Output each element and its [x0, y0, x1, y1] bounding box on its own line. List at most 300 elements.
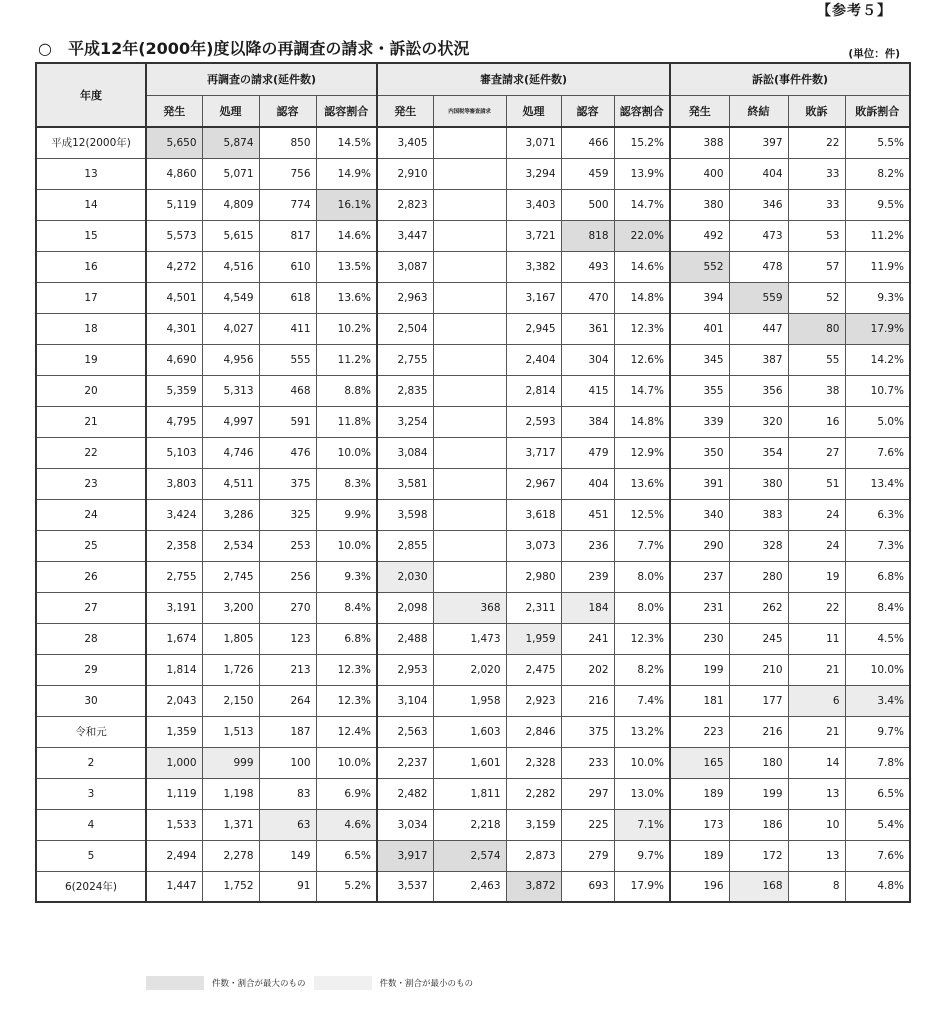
- value-cell: 2,482: [377, 778, 433, 809]
- table-row: [36, 840, 910, 871]
- value-cell: 3,618: [506, 499, 561, 530]
- value-cell: 8: [788, 871, 845, 902]
- value-cell: 2,150: [202, 685, 259, 716]
- value-cell: 4,272: [146, 251, 202, 282]
- value-cell: 24: [788, 530, 845, 561]
- value-cell: 7.6%: [845, 840, 910, 871]
- year-cell: 15: [36, 220, 146, 251]
- value-cell: 6: [788, 685, 845, 716]
- table-row: [36, 127, 910, 158]
- value-cell: 14.2%: [845, 344, 910, 375]
- table-row: [36, 251, 910, 282]
- value-cell: 3,254: [377, 406, 433, 437]
- value-cell: 13: [788, 778, 845, 809]
- value-cell: 493: [561, 251, 614, 282]
- year-cell: 16: [36, 251, 146, 282]
- value-cell: 999: [202, 747, 259, 778]
- value-cell: 2,945: [506, 313, 561, 344]
- value-cell: 63: [259, 809, 316, 840]
- value-cell: 5,615: [202, 220, 259, 251]
- value-cell: 559: [729, 282, 788, 313]
- litigation-group-header: 訴訟(事件件数): [670, 63, 910, 95]
- value-cell: 52: [788, 282, 845, 313]
- value-cell: 2,563: [377, 716, 433, 747]
- value-cell: 3,159: [506, 809, 561, 840]
- col-header: 敗訴割合: [845, 95, 910, 127]
- value-cell: 13.4%: [845, 468, 910, 499]
- value-cell: 2,358: [146, 530, 202, 561]
- value-cell: 3,294: [506, 158, 561, 189]
- value-cell: 6.3%: [845, 499, 910, 530]
- value-cell: 473: [729, 220, 788, 251]
- value-cell: 9.9%: [316, 499, 377, 530]
- value-cell: 774: [259, 189, 316, 220]
- value-cell: 401: [670, 313, 729, 344]
- value-cell: 4,501: [146, 282, 202, 313]
- value-cell: 223: [670, 716, 729, 747]
- value-cell: 245: [729, 623, 788, 654]
- value-cell: 14: [788, 747, 845, 778]
- value-cell: 2,504: [377, 313, 433, 344]
- value-cell: 149: [259, 840, 316, 871]
- value-cell: 253: [259, 530, 316, 561]
- value-cell: 12.3%: [614, 313, 670, 344]
- year-cell: 2: [36, 747, 146, 778]
- header-group-row: [36, 63, 910, 95]
- value-cell: 1,119: [146, 778, 202, 809]
- legend: [146, 976, 473, 990]
- table-row: [36, 654, 910, 685]
- value-cell: 2,237: [377, 747, 433, 778]
- value-cell: 479: [561, 437, 614, 468]
- value-cell: 3,034: [377, 809, 433, 840]
- value-cell: 3,405: [377, 127, 433, 158]
- value-cell: [433, 406, 506, 437]
- value-cell: 189: [670, 840, 729, 871]
- value-cell: 17.9%: [845, 313, 910, 344]
- value-cell: 11.2%: [316, 344, 377, 375]
- value-cell: 21: [788, 654, 845, 685]
- value-cell: 12.3%: [316, 654, 377, 685]
- value-cell: 181: [670, 685, 729, 716]
- value-cell: 11.9%: [845, 251, 910, 282]
- value-cell: 447: [729, 313, 788, 344]
- value-cell: 304: [561, 344, 614, 375]
- value-cell: 350: [670, 437, 729, 468]
- value-cell: 13.6%: [614, 468, 670, 499]
- value-cell: 11.8%: [316, 406, 377, 437]
- value-cell: 1,958: [433, 685, 506, 716]
- year-cell: 18: [36, 313, 146, 344]
- value-cell: [433, 282, 506, 313]
- legend-max-label: 件数・割合が最大のもの: [212, 979, 306, 989]
- legend-max-swatch: [146, 976, 204, 990]
- value-cell: 380: [729, 468, 788, 499]
- value-cell: 1,752: [202, 871, 259, 902]
- value-cell: 12.6%: [614, 344, 670, 375]
- reference-tag: 【参考５】: [817, 3, 892, 19]
- value-cell: [433, 468, 506, 499]
- value-cell: 57: [788, 251, 845, 282]
- value-cell: 2,488: [377, 623, 433, 654]
- value-cell: 5.0%: [845, 406, 910, 437]
- value-cell: 2,574: [433, 840, 506, 871]
- value-cell: 7.6%: [845, 437, 910, 468]
- value-cell: 199: [729, 778, 788, 809]
- value-cell: 6.5%: [845, 778, 910, 809]
- value-cell: 2,463: [433, 871, 506, 902]
- value-cell: 7.8%: [845, 747, 910, 778]
- value-cell: 14.7%: [614, 375, 670, 406]
- value-cell: 230: [670, 623, 729, 654]
- value-cell: 10.0%: [316, 747, 377, 778]
- value-cell: 202: [561, 654, 614, 685]
- value-cell: 5,071: [202, 158, 259, 189]
- value-cell: 818: [561, 220, 614, 251]
- value-cell: 404: [561, 468, 614, 499]
- value-cell: 7.4%: [614, 685, 670, 716]
- value-cell: 177: [729, 685, 788, 716]
- value-cell: 3,403: [506, 189, 561, 220]
- value-cell: 478: [729, 251, 788, 282]
- value-cell: 3,286: [202, 499, 259, 530]
- value-cell: 165: [670, 747, 729, 778]
- value-cell: 3,084: [377, 437, 433, 468]
- value-cell: 339: [670, 406, 729, 437]
- value-cell: 33: [788, 189, 845, 220]
- value-cell: 610: [259, 251, 316, 282]
- value-cell: 225: [561, 809, 614, 840]
- year-cell: 19: [36, 344, 146, 375]
- value-cell: 237: [670, 561, 729, 592]
- value-cell: 4,746: [202, 437, 259, 468]
- value-cell: 3,537: [377, 871, 433, 902]
- value-cell: 290: [670, 530, 729, 561]
- value-cell: [433, 127, 506, 158]
- value-cell: 1,000: [146, 747, 202, 778]
- value-cell: 328: [729, 530, 788, 561]
- table-row: [36, 499, 910, 530]
- value-cell: 6.8%: [845, 561, 910, 592]
- value-cell: [433, 313, 506, 344]
- value-cell: 2,814: [506, 375, 561, 406]
- table-row: [36, 530, 910, 561]
- value-cell: 693: [561, 871, 614, 902]
- value-cell: 14.9%: [316, 158, 377, 189]
- value-cell: [433, 251, 506, 282]
- value-cell: 388: [670, 127, 729, 158]
- value-cell: 3,191: [146, 592, 202, 623]
- value-cell: 375: [259, 468, 316, 499]
- value-cell: 2,953: [377, 654, 433, 685]
- value-cell: 216: [561, 685, 614, 716]
- value-cell: 3,104: [377, 685, 433, 716]
- value-cell: 4,516: [202, 251, 259, 282]
- col-header: 発生: [377, 95, 433, 127]
- value-cell: [433, 530, 506, 561]
- value-cell: 13.5%: [316, 251, 377, 282]
- table-row: [36, 716, 910, 747]
- year-header: 年度: [36, 63, 146, 127]
- value-cell: 38: [788, 375, 845, 406]
- value-cell: 9.5%: [845, 189, 910, 220]
- value-cell: 4,795: [146, 406, 202, 437]
- year-cell: 22: [36, 437, 146, 468]
- value-cell: 4,511: [202, 468, 259, 499]
- value-cell: 7.1%: [614, 809, 670, 840]
- table-row: [36, 778, 910, 809]
- value-cell: 5,119: [146, 189, 202, 220]
- value-cell: 5,103: [146, 437, 202, 468]
- year-cell: 令和元: [36, 716, 146, 747]
- value-cell: 12.4%: [316, 716, 377, 747]
- value-cell: 850: [259, 127, 316, 158]
- value-cell: 2,311: [506, 592, 561, 623]
- year-cell: 平成12(2000年): [36, 127, 146, 158]
- value-cell: 13: [788, 840, 845, 871]
- col-header: 発生: [670, 95, 729, 127]
- value-cell: 24: [788, 499, 845, 530]
- value-cell: 55: [788, 344, 845, 375]
- value-cell: 51: [788, 468, 845, 499]
- value-cell: 2,823: [377, 189, 433, 220]
- value-cell: 233: [561, 747, 614, 778]
- value-cell: 1,726: [202, 654, 259, 685]
- year-cell: 3: [36, 778, 146, 809]
- col-header: 終結: [729, 95, 788, 127]
- value-cell: 6.8%: [316, 623, 377, 654]
- year-cell: 25: [36, 530, 146, 561]
- value-cell: 1,811: [433, 778, 506, 809]
- value-cell: 5,359: [146, 375, 202, 406]
- value-cell: 411: [259, 313, 316, 344]
- value-cell: 5.2%: [316, 871, 377, 902]
- value-cell: 451: [561, 499, 614, 530]
- value-cell: 14.5%: [316, 127, 377, 158]
- value-cell: 3,424: [146, 499, 202, 530]
- value-cell: 3,087: [377, 251, 433, 282]
- value-cell: 320: [729, 406, 788, 437]
- value-cell: 15.2%: [614, 127, 670, 158]
- value-cell: 1,447: [146, 871, 202, 902]
- value-cell: 4.8%: [845, 871, 910, 902]
- value-cell: 1,603: [433, 716, 506, 747]
- value-cell: 22: [788, 592, 845, 623]
- value-cell: 8.8%: [316, 375, 377, 406]
- value-cell: 13.9%: [614, 158, 670, 189]
- value-cell: 239: [561, 561, 614, 592]
- value-cell: 2,835: [377, 375, 433, 406]
- value-cell: 210: [729, 654, 788, 685]
- value-cell: 189: [670, 778, 729, 809]
- value-cell: 100: [259, 747, 316, 778]
- value-cell: 3,073: [506, 530, 561, 561]
- value-cell: 27: [788, 437, 845, 468]
- value-cell: 14.8%: [614, 282, 670, 313]
- value-cell: 187: [259, 716, 316, 747]
- value-cell: 4,997: [202, 406, 259, 437]
- status-table: [35, 62, 911, 903]
- value-cell: [433, 158, 506, 189]
- value-cell: 12.5%: [614, 499, 670, 530]
- value-cell: 10.7%: [845, 375, 910, 406]
- value-cell: 173: [670, 809, 729, 840]
- value-cell: 16.1%: [316, 189, 377, 220]
- value-cell: 2,494: [146, 840, 202, 871]
- value-cell: 216: [729, 716, 788, 747]
- col-header: 処理: [202, 95, 259, 127]
- value-cell: 345: [670, 344, 729, 375]
- value-cell: 2,963: [377, 282, 433, 313]
- value-cell: 2,745: [202, 561, 259, 592]
- value-cell: 14.8%: [614, 406, 670, 437]
- value-cell: 8.2%: [614, 654, 670, 685]
- value-cell: 16: [788, 406, 845, 437]
- value-cell: 2,846: [506, 716, 561, 747]
- value-cell: 2,328: [506, 747, 561, 778]
- value-cell: 9.7%: [614, 840, 670, 871]
- value-cell: 180: [729, 747, 788, 778]
- table-row: [36, 282, 910, 313]
- value-cell: 21: [788, 716, 845, 747]
- value-cell: 22: [788, 127, 845, 158]
- value-cell: 492: [670, 220, 729, 251]
- value-cell: 1,198: [202, 778, 259, 809]
- value-cell: 1,473: [433, 623, 506, 654]
- col-header: 認容: [259, 95, 316, 127]
- value-cell: 17.9%: [614, 871, 670, 902]
- value-cell: 19: [788, 561, 845, 592]
- value-cell: 3,872: [506, 871, 561, 902]
- value-cell: 12.3%: [614, 623, 670, 654]
- value-cell: 279: [561, 840, 614, 871]
- value-cell: [433, 499, 506, 530]
- value-cell: 2,404: [506, 344, 561, 375]
- value-cell: 13.0%: [614, 778, 670, 809]
- value-cell: 552: [670, 251, 729, 282]
- value-cell: 7.3%: [845, 530, 910, 561]
- value-cell: 466: [561, 127, 614, 158]
- value-cell: 9.3%: [316, 561, 377, 592]
- value-cell: 10: [788, 809, 845, 840]
- value-cell: 13.6%: [316, 282, 377, 313]
- value-cell: 3,071: [506, 127, 561, 158]
- col-header: 処理: [506, 95, 561, 127]
- value-cell: 3,447: [377, 220, 433, 251]
- table-row: [36, 220, 910, 251]
- value-cell: 2,923: [506, 685, 561, 716]
- value-cell: 368: [433, 592, 506, 623]
- value-cell: 3,167: [506, 282, 561, 313]
- value-cell: 10.2%: [316, 313, 377, 344]
- value-cell: 297: [561, 778, 614, 809]
- value-cell: 264: [259, 685, 316, 716]
- value-cell: 2,278: [202, 840, 259, 871]
- value-cell: 10.0%: [316, 530, 377, 561]
- value-cell: 22.0%: [614, 220, 670, 251]
- value-cell: 4,301: [146, 313, 202, 344]
- value-cell: 11: [788, 623, 845, 654]
- year-cell: 29: [36, 654, 146, 685]
- value-cell: 3,721: [506, 220, 561, 251]
- table-row: [36, 561, 910, 592]
- value-cell: 4,027: [202, 313, 259, 344]
- table-row: [36, 747, 910, 778]
- year-cell: 30: [36, 685, 146, 716]
- value-cell: 172: [729, 840, 788, 871]
- value-cell: 4,690: [146, 344, 202, 375]
- year-cell: 4: [36, 809, 146, 840]
- value-cell: 476: [259, 437, 316, 468]
- value-cell: 4,809: [202, 189, 259, 220]
- year-cell: 17: [36, 282, 146, 313]
- value-cell: 2,534: [202, 530, 259, 561]
- value-cell: 8.0%: [614, 561, 670, 592]
- value-cell: 10.0%: [845, 654, 910, 685]
- value-cell: 5,313: [202, 375, 259, 406]
- value-cell: 325: [259, 499, 316, 530]
- value-cell: 1,601: [433, 747, 506, 778]
- legend-min-label: 件数・割合が最小のもの: [379, 979, 474, 989]
- value-cell: 80: [788, 313, 845, 344]
- value-cell: 270: [259, 592, 316, 623]
- value-cell: 756: [259, 158, 316, 189]
- value-cell: 14.7%: [614, 189, 670, 220]
- value-cell: 383: [729, 499, 788, 530]
- value-cell: 3,200: [202, 592, 259, 623]
- value-cell: 3,598: [377, 499, 433, 530]
- value-cell: 5,573: [146, 220, 202, 251]
- value-cell: 4,549: [202, 282, 259, 313]
- value-cell: 2,755: [146, 561, 202, 592]
- table-row: [36, 406, 910, 437]
- value-cell: 2,282: [506, 778, 561, 809]
- value-cell: 231: [670, 592, 729, 623]
- value-cell: 2,043: [146, 685, 202, 716]
- value-cell: 213: [259, 654, 316, 685]
- value-cell: 8.0%: [614, 592, 670, 623]
- value-cell: 12.3%: [316, 685, 377, 716]
- value-cell: 2,475: [506, 654, 561, 685]
- value-cell: 500: [561, 189, 614, 220]
- year-cell: 28: [36, 623, 146, 654]
- value-cell: 8.4%: [845, 592, 910, 623]
- value-cell: 3,581: [377, 468, 433, 499]
- value-cell: 1,814: [146, 654, 202, 685]
- value-cell: 397: [729, 127, 788, 158]
- value-cell: 236: [561, 530, 614, 561]
- legend-min-swatch: [314, 976, 372, 990]
- value-cell: 5.4%: [845, 809, 910, 840]
- value-cell: 14.6%: [614, 251, 670, 282]
- table-row: [36, 313, 910, 344]
- value-cell: 361: [561, 313, 614, 344]
- year-cell: 20: [36, 375, 146, 406]
- value-cell: 3,917: [377, 840, 433, 871]
- table-row: [36, 437, 910, 468]
- value-cell: 2,873: [506, 840, 561, 871]
- table-row: [36, 685, 910, 716]
- value-cell: 4,956: [202, 344, 259, 375]
- value-cell: 280: [729, 561, 788, 592]
- value-cell: [433, 220, 506, 251]
- value-cell: 256: [259, 561, 316, 592]
- value-cell: 1,533: [146, 809, 202, 840]
- value-cell: 1,513: [202, 716, 259, 747]
- value-cell: 33: [788, 158, 845, 189]
- value-cell: 3,717: [506, 437, 561, 468]
- value-cell: 384: [561, 406, 614, 437]
